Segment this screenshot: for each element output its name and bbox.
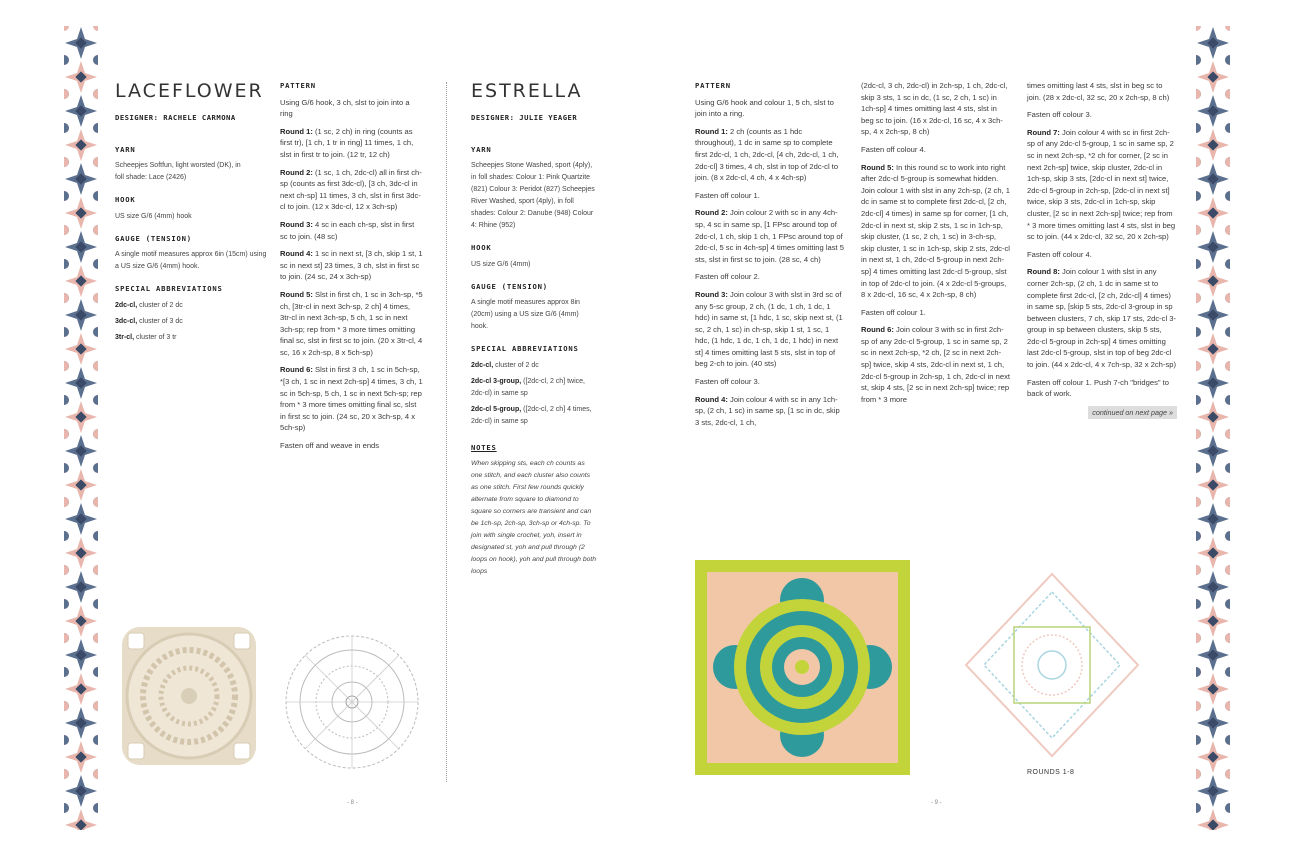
- abbreviation-value: ([2dc-cl, 2 ch] 4 times, 2dc-cl) in same sp: [471, 405, 592, 425]
- round-text: Fasten off colour 2.: [695, 272, 760, 282]
- abbreviation-key: 2dc-cl,: [115, 301, 138, 309]
- estrella-pattern-intro: Using G/6 hook and colour 1, 5 ch, slst to join into a ring.: [695, 97, 834, 119]
- round-text: Slst in first ch, 1 sc in 3ch-sp, *5 ch, [3tr-cl in next 3ch-sp, 2 ch] 4 times, 3tr-cl in next 3ch-sp, 5 ch, 1 sc in next 3ch-sp; rep from * 3 more times omitting final sc, slst in first sc to join. (20 x 3tr-cl, 4 sc, 16 x 2ch-sp, 8 x 5ch-sp): [280, 289, 423, 357]
- estrella-pattern-column-1: [695, 80, 845, 434]
- round-label: Round 2:: [280, 167, 313, 177]
- pattern-round: [695, 126, 845, 184]
- round-text: Fasten off colour 1.: [861, 307, 926, 317]
- round-label: Round 1:: [695, 126, 728, 136]
- round-text: Fasten off colour 3.: [1027, 110, 1092, 120]
- round-text: Fasten off colour 3.: [695, 377, 760, 387]
- abbreviation-key: 3dc-cl,: [115, 317, 138, 325]
- abbreviation-key: 2dc-cl 5-group,: [471, 405, 522, 413]
- abbreviation-value: ([2dc-cl, 2 ch] twice, 2dc-cl) in same sp: [471, 377, 585, 397]
- pattern-round: [695, 207, 845, 265]
- pattern-round: [1027, 377, 1177, 400]
- round-text: Join colour 3 with slst in 3rd sc of any 5-sc group, 2 ch, (1 dc, 1 ch, 1 dc, 1 hdc) in same st, [1 hdc, 1 sc, skip next st, (1 sc, 2 ch, 1 sc) in ch-sp, skip 1 st, 1 sc, 1 hdc, (1 hdc, 1 dc, 1 ch, 1 dc, 1 hdc) in next st] 4 times omitting last 5 sts, slst in top of beg 2-ch to join. (40 sts): [695, 289, 843, 369]
- round-text: Join colour 3 with sc in first 2ch-sp of any 2dc-cl 5-group, 1 sc in same sp, 2 sc in next 2ch-sp, *2 ch, [2 sc in next 2ch-sp] twice, skip 4 sts, 2dc-cl in next st, 1 ch, 2dc-cl 5-group in 2ch-sp, 1 ch, 2dc-cl in next st, skip 4 sts, [2 sc in next 2ch-sp] twice; rep from * 3 more: [861, 325, 1010, 404]
- estrella-yarn-heading: YARN: [471, 144, 492, 154]
- continued-next-page-link[interactable]: continued on next page »: [1088, 406, 1177, 420]
- round-text: Fasten off colour 1.: [695, 190, 760, 200]
- estrella-stitch-diagram: [962, 570, 1142, 765]
- pattern-round: [1027, 80, 1177, 103]
- abbreviation-item: [471, 360, 597, 372]
- round-label: Round 1:: [280, 126, 313, 136]
- round-text: 4 sc in each ch-sp, slst in first sc to join. (48 sc): [280, 219, 415, 241]
- pattern-round: [280, 219, 423, 242]
- estrella-abbr-list: [471, 360, 597, 428]
- round-text: Fasten off colour 4.: [861, 144, 926, 154]
- round-label: Round 6:: [861, 325, 894, 335]
- estrella-motif-photo: [695, 560, 910, 780]
- estrella-notes-heading: NOTES: [471, 442, 497, 452]
- round-text: times omitting last 4 sts, slst in beg sc to join. (28 x 2dc-cl, 32 sc, 20 x 2ch-sp, 8 ch): [1027, 81, 1170, 102]
- abbreviation-key: 2dc-cl 3-group,: [471, 377, 522, 385]
- round-text: Fasten off colour 1. Push 7-ch "bridges" to back of work.: [1027, 377, 1170, 399]
- round-text: Join colour 2 with sc in any 4ch-sp, 4 sc in same sp, [1 FPsc around top of 2dc-cl, 1 ch, skip 1 ch, 1 FPsc around top of 2dc-cl, 5 sc in 4ch-sp] 4 times omitting last 5 sts, slst in first sc to join. (28 sc, 4 ch): [695, 208, 844, 264]
- laceflower-pattern-intro: Using G/6 hook, 3 ch, slst to join into a ring: [280, 97, 410, 119]
- round-label: Round 7:: [1027, 127, 1060, 137]
- round-label: Round 4:: [695, 394, 728, 404]
- estrella-notes: When skipping sts, each ch counts as one stitch, and each cluster also counts as one stitch. First few rounds quickly alternate from square to diamond to square so corners are transient and can be 1ch-sp, 2ch-sp, 3ch-sp or 4ch-sp. To join with single crochet, yoh, insert in designated st, yoh and pull through (2 loops on hook), yoh and pull through both loops: [471, 459, 597, 575]
- abbreviation-value: cluster of 3 tr: [134, 333, 177, 341]
- estrella-gauge-heading: GAUGE (TENSION): [471, 281, 548, 291]
- pattern-round: [861, 144, 1011, 156]
- laceflower-yarn-heading: YARN: [115, 144, 136, 154]
- round-label: Round 6:: [280, 365, 313, 375]
- abbreviation-value: cluster of 3 dc: [137, 317, 183, 325]
- pattern-round: [695, 289, 845, 370]
- estrella-pattern-column-2: [861, 80, 1011, 411]
- laceflower-pattern-heading: PATTERN: [280, 81, 316, 90]
- estrella-diagram-caption: ROUNDS 1-8: [1027, 769, 1075, 776]
- estrella-hook-heading: HOOK: [471, 243, 492, 253]
- pattern-round: [861, 162, 1011, 301]
- pattern-round: [280, 289, 423, 359]
- laceflower-pattern-column: [280, 80, 423, 458]
- estrella-gauge: A single motif measures approx 8in (20cm) using a US size G/6 (4mm) hook.: [471, 299, 580, 331]
- pattern-round: [1027, 249, 1177, 261]
- round-label: Round 3:: [280, 219, 313, 229]
- page-number-left: - 8 -: [347, 800, 358, 806]
- abbreviation-value: cluster of 2 dc: [493, 361, 539, 369]
- estrella-yarn: Scheepjes Stone Washed, sport (4ply), in foll shades: Colour 1: Pink Quartzite (821) Colour 3: Peridot (827) Scheepjes River Washed, sport (4ply), in foll shades: Colour 2: Danube (948) Colour 4: Rhine (952): [471, 162, 595, 230]
- laceflower-fasten: Fasten off and weave in ends: [280, 441, 380, 451]
- decorative-border-right: [1196, 26, 1230, 830]
- estrella-pattern-column-3: [1027, 80, 1177, 419]
- round-text: In this round sc to work into right after 2dc-cl 5-group is somewhat hidden. Join colour 1 with slst in any 2ch-sp, (2 ch, 1 dc in same st to complete first 2dc-cl, [2 ch, 2dc-cl] 4 times) in same sp for corner, [1 ch, 2dc-cl in next st, skip 2 sts, 1 sc in 1ch-sp, skip cluster, (1 sc, 2 ch, 1 sc) in 3-ch-sp, skip cluster, 1 sc in 1ch-sp, skip 2 sts, 2dc-cl in next st, 1 ch, 2dc-cl 5-group in next 2ch-sp] 4 times omitting last 2dc-cl 5-group, slst in top of 2dc-cl to join. (4 x 2dc-cl 5-groups, 8 x 2dc-cl, 16 sc, 4 x 2ch-sp, 8 ch): [861, 162, 1010, 300]
- estrella-title: ESTRELLA: [471, 80, 583, 102]
- laceflower-motif-photo: [118, 623, 260, 774]
- round-label: Round 3:: [695, 289, 728, 299]
- pattern-round: [695, 190, 845, 202]
- laceflower-designer: DESIGNER: RACHELE CARMONA: [115, 113, 236, 122]
- laceflower-rounds: [280, 126, 423, 434]
- estrella-pattern-heading: PATTERN: [695, 81, 731, 90]
- round-text: Join colour 4 with sc in any 1ch-sp, (2 ch, 1 sc) in same sp, [1 sc in dc, skip 3 sts, 2dc-cl, 1 ch,: [695, 394, 840, 427]
- round-text: 1 sc in next st, [3 ch, skip 1 st, 1 sc in next st] 23 times, 3 ch, slst in first sc to join. (24 sc, 24 x 3ch-sp): [280, 249, 423, 282]
- round-text: Join colour 4 with sc in first 2ch-sp of any 2dc-cl 5-group, 1 sc in same sp, 2 sc in next 2ch-sp, *2 ch for corner, [2 sc in next 2ch-sp] twice, skip cluster, 2dc-cl in 1ch-sp, skip 3 sts, [2dc-cl in next st] twice, 2dc-cl 5-group in 2ch-sp, [2dc-cl in next st] twice, skip 3 sts, 2dc-cl in 1ch-sp, skip cluster, [2 sc in next 2ch-sp] twice; rep from * 3 more times omitting last 4 sts, slst in beg sc to join. (44 x 2dc-cl, 32 sc, 20 x 2ch-sp): [1027, 127, 1176, 242]
- abbreviation-item: [471, 404, 597, 428]
- pattern-round: [695, 394, 845, 429]
- pattern-round: [280, 364, 423, 434]
- laceflower-gauge-heading: GAUGE (TENSION): [115, 233, 192, 243]
- decorative-border-left: [64, 26, 98, 830]
- round-text: (1 sc, 2 ch) in ring (counts as first tr), [1 ch, 1 tr in ring] 11 times, 1 ch, slst in first tr to join. (12 tr, 12 ch): [280, 126, 414, 159]
- laceflower-gauge: A single motif measures approx 6in (15cm) using a US size G/6 (4mm) hook.: [115, 251, 267, 271]
- column-divider: [446, 82, 447, 782]
- round-text: (2dc-cl, 3 ch, 2dc-cl) in 2ch-sp, 1 ch, 2dc-cl, skip 3 sts, 1 sc in dc, (1 sc, 2 ch, 1 sc) in 1ch-sp] 4 times omitting last 4 sts, slst in beg sc to join. (16 x 2dc-cl, 16 sc, 4 x 3ch-sp, 4 x 2ch-sp, 8 ch): [861, 81, 1008, 137]
- estrella-abbr-heading: SPECIAL ABBREVIATIONS: [471, 344, 579, 354]
- pattern-round: [280, 167, 423, 213]
- abbreviation-key: 3tr-cl,: [115, 333, 135, 341]
- pattern-round: [861, 324, 1011, 405]
- laceflower-hook-heading: HOOK: [115, 195, 136, 205]
- round-text: Fasten off colour 4.: [1027, 249, 1092, 259]
- pattern-round: [861, 307, 1011, 319]
- estrella-info-column: [471, 80, 597, 578]
- pattern-round: [280, 126, 423, 161]
- pattern-round: [695, 271, 845, 283]
- round-label: Round 5:: [861, 162, 894, 172]
- pattern-round: [695, 376, 845, 388]
- abbreviation-key: 2dc-cl,: [471, 361, 494, 369]
- round-text: Slst in first 3 ch, 1 sc in 5ch-sp, *[3 ch, 1 sc in next 2ch-sp] 4 times, 3 ch, 1 sc in 5ch-sp, 5 ch, 1 sc in next 5ch-sp; rep from * 3 more times omitting final sc, slst in first sc to join. (24 sc, 20 x 3ch-sp, 4 x 5ch-sp): [280, 365, 423, 433]
- estrella-hook: US size G/6 (4mm): [471, 260, 531, 268]
- abbreviation-item: [115, 316, 270, 328]
- round-label: Round 4:: [280, 249, 313, 259]
- laceflower-abbr-list: [115, 300, 270, 344]
- laceflower-yarn: Scheepjes Softfun, light worsted (DK), in foll shade: Lace (2426): [115, 162, 241, 182]
- pattern-round: [1027, 127, 1177, 243]
- laceflower-info-column: [115, 80, 270, 348]
- abbreviation-item: [471, 376, 597, 400]
- pattern-round: [861, 80, 1011, 138]
- laceflower-abbr-heading: SPECIAL ABBREVIATIONS: [115, 284, 223, 294]
- estrella-rounds-3: [1027, 80, 1177, 400]
- round-text: 2 ch (counts as 1 hdc throughout), 1 dc in same sp to complete first 2dc-cl, 1 ch, 2dc-cl, [4 ch, 2dc-cl, 1 ch, 2dc-cl] 3 times, 4 ch, slst in top of 2dc-cl to join. (8 x 2dc-cl, 4 ch, 4 x 4ch-sp): [695, 126, 839, 183]
- estrella-designer: DESIGNER: JULIE YEAGER: [471, 113, 578, 122]
- laceflower-title: LACEFLOWER: [115, 80, 264, 102]
- pattern-round: [1027, 109, 1177, 121]
- round-label: Round 2:: [695, 208, 728, 218]
- abbreviation-item: [115, 332, 270, 344]
- abbreviation-value: cluster of 2 dc: [137, 301, 183, 309]
- estrella-rounds-2: [861, 80, 1011, 405]
- round-text: (1 sc, 1 ch, 2dc-cl) all in first ch-sp (counts as first 3dc-cl), [3 ch, 3dc-cl in next ch-sp] 11 times, 3 ch, slst in first 3dc-cl to join. (12 x 3dc-cl, 12 x 3ch-sp): [280, 167, 422, 212]
- round-label: Round 5:: [280, 289, 313, 299]
- page-number-right: - 9 -: [931, 800, 942, 806]
- pattern-round: [280, 248, 423, 283]
- round-text: Join colour 1 with slst in any corner 2ch-sp, (2 ch, 1 dc in same st to complete first 2dc-cl, [2 ch, 2dc-cl] 4 times) in same sp, [skip 5 sts, 2dc-cl 3-group in sp between clusters, 7 ch, skip 17 sts, 2dc-cl 3-group in sp between clusters, skip 5 sts, 2dc-cl 5-group in 2ch-sp] 4 times omitting last 2dc-cl 5-group, slst in top of beg 2dc-cl to join. (44 x 2dc-cl, 4 x 7ch-sp, 32 x 2ch-sp): [1027, 267, 1176, 370]
- laceflower-hook: US size G/6 (4mm) hook: [115, 212, 192, 220]
- abbreviation-item: [115, 300, 270, 312]
- estrella-rounds-1: [695, 126, 845, 429]
- round-label: Round 8:: [1027, 267, 1060, 277]
- pattern-round: [1027, 266, 1177, 370]
- laceflower-stitch-diagram: [282, 632, 422, 777]
